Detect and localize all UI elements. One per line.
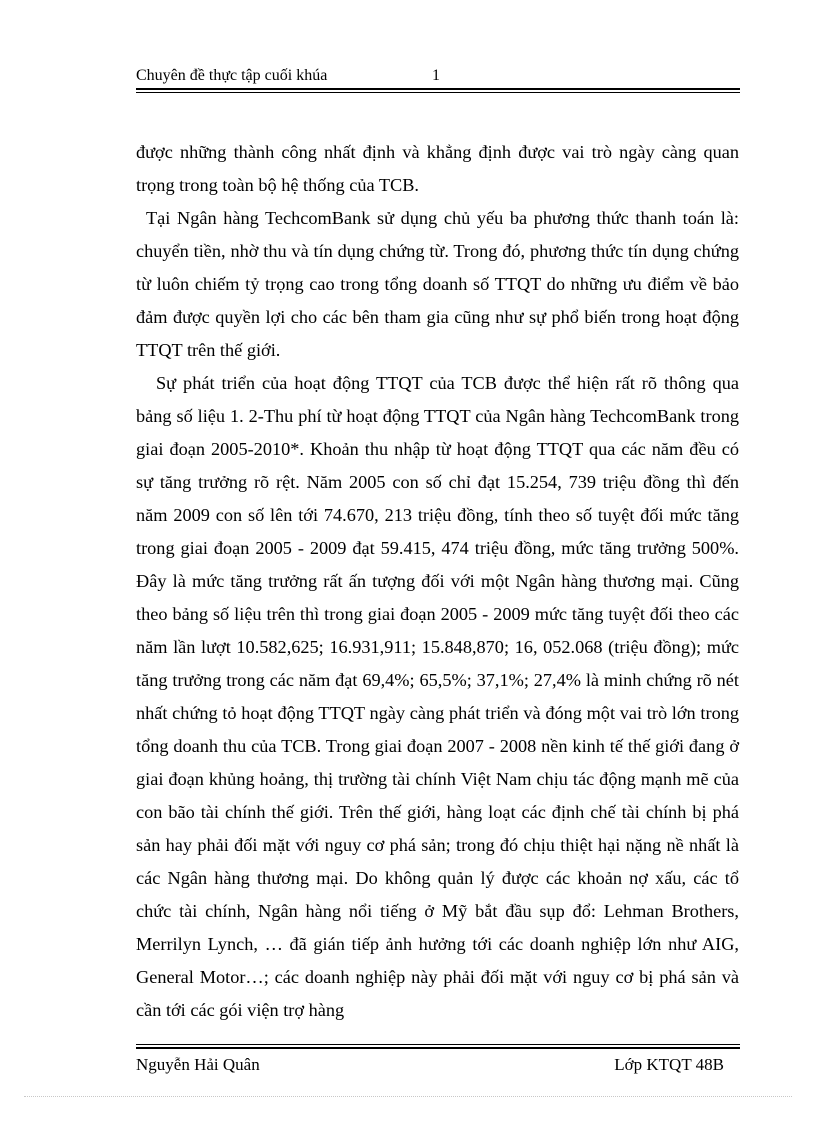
page-edge-divider [24,1096,792,1097]
page-header [136,64,740,88]
paragraph-3: Sự phát triển của hoạt động TTQT của TCB được thể hiện rất rõ thông qua bảng số liệu 1. 2-Thu phí từ hoạt động TTQT của Ngân hàng TechcomBank trong giai đoạn 2005-2010*. Khoản thu nhập từ hoạt động TTQT qua các năm đều có sự tăng trưởng rõ rệt. Năm 2005 con số chỉ đạt 15.254, 739 triệu đồng thì đến năm 2009 con số lên tới 74.670, 213 triệu đồng, tính theo số tuyệt đối mức tăng trong giai đoạn 2005 - 2009 đạt 59.415, 474 triệu đồng, mức tăng trưởng 500%. Đây là mức tăng trưởng rất ấn tượng đối với một Ngân hàng thương mại. Cũng theo bảng số liệu trên thì trong giai đoạn 2005 - 2009 mức tăng tuyệt đối theo các năm lần lượt 10.582,625; 16.931,911; 15.848,870; 16, 052.068 (triệu đồng); mức tăng trưởng trong các năm đạt 69,4%; 65,5%; 37,1%; 27,4% là minh chứng rõ nét nhất chứng tỏ hoạt động TTQT ngày càng phát triển và đóng một vai trò lớn trong tổng doanh thu của TCB. Trong giai đoạn 2007 - 2008 nền kinh tế thế giới đang ở giai đoạn khủng hoảng, thị trường tài chính Việt Nam chịu tác động mạnh mẽ của con bão tài chính thế giới. Trên thế giới, hàng loạt các định chế tài chính bị phá sản hay phải đối mặt với nguy cơ phá sản; trong đó chịu thiệt hại nặng nề nhất là các Ngân hàng thương mại. Do không quản lý được các khoản nợ xấu, các tổ chức tài chính, Ngân hàng nổi tiếng ở Mỹ bắt đầu sụp đổ: Lehman Brothers, Merrilyn Lynch, … đã gián tiếp ảnh hưởng tới các doanh nghiệp lớn như AIG, General Motor…; các doanh nghiệp này phải đối mặt với nguy cơ bị phá sản và cần tới các gói viện trợ hàng [136,373,739,1020]
header-rule-thick [136,88,740,90]
paragraph-1: được những thành công nhất định và khẳng định được vai trò ngày càng quan trọng trong toàn bộ hệ thống của TCB. [136,142,739,195]
page-body [136,136,739,1027]
header-rule-thin [136,92,740,93]
footer-rule-thick [136,1047,740,1049]
page-number: 1 [432,67,440,84]
document-title: Chuyên đề thực tập cuối khúa [136,67,328,84]
class-label: Lớp KTQT 48B [614,1055,724,1074]
author-name: Nguyễn Hải Quân [136,1055,260,1074]
paragraph-2: Tại Ngân hàng TechcomBank sử dụng chủ yếu ba phương thức thanh toán là: chuyển tiền, nhờ thu và tín dụng chứng từ. Trong đó, phương thức tín dụng chứng từ luôn chiếm tỷ trọng cao trong tổng doanh số TTQT do những ưu điểm về bảo đảm được quyền lợi cho các bên tham gia cũng như sự phổ biến trong hoạt động TTQT trên thế giới. [136,208,739,360]
footer-rule-thin [136,1044,740,1045]
page-footer [136,1052,740,1078]
